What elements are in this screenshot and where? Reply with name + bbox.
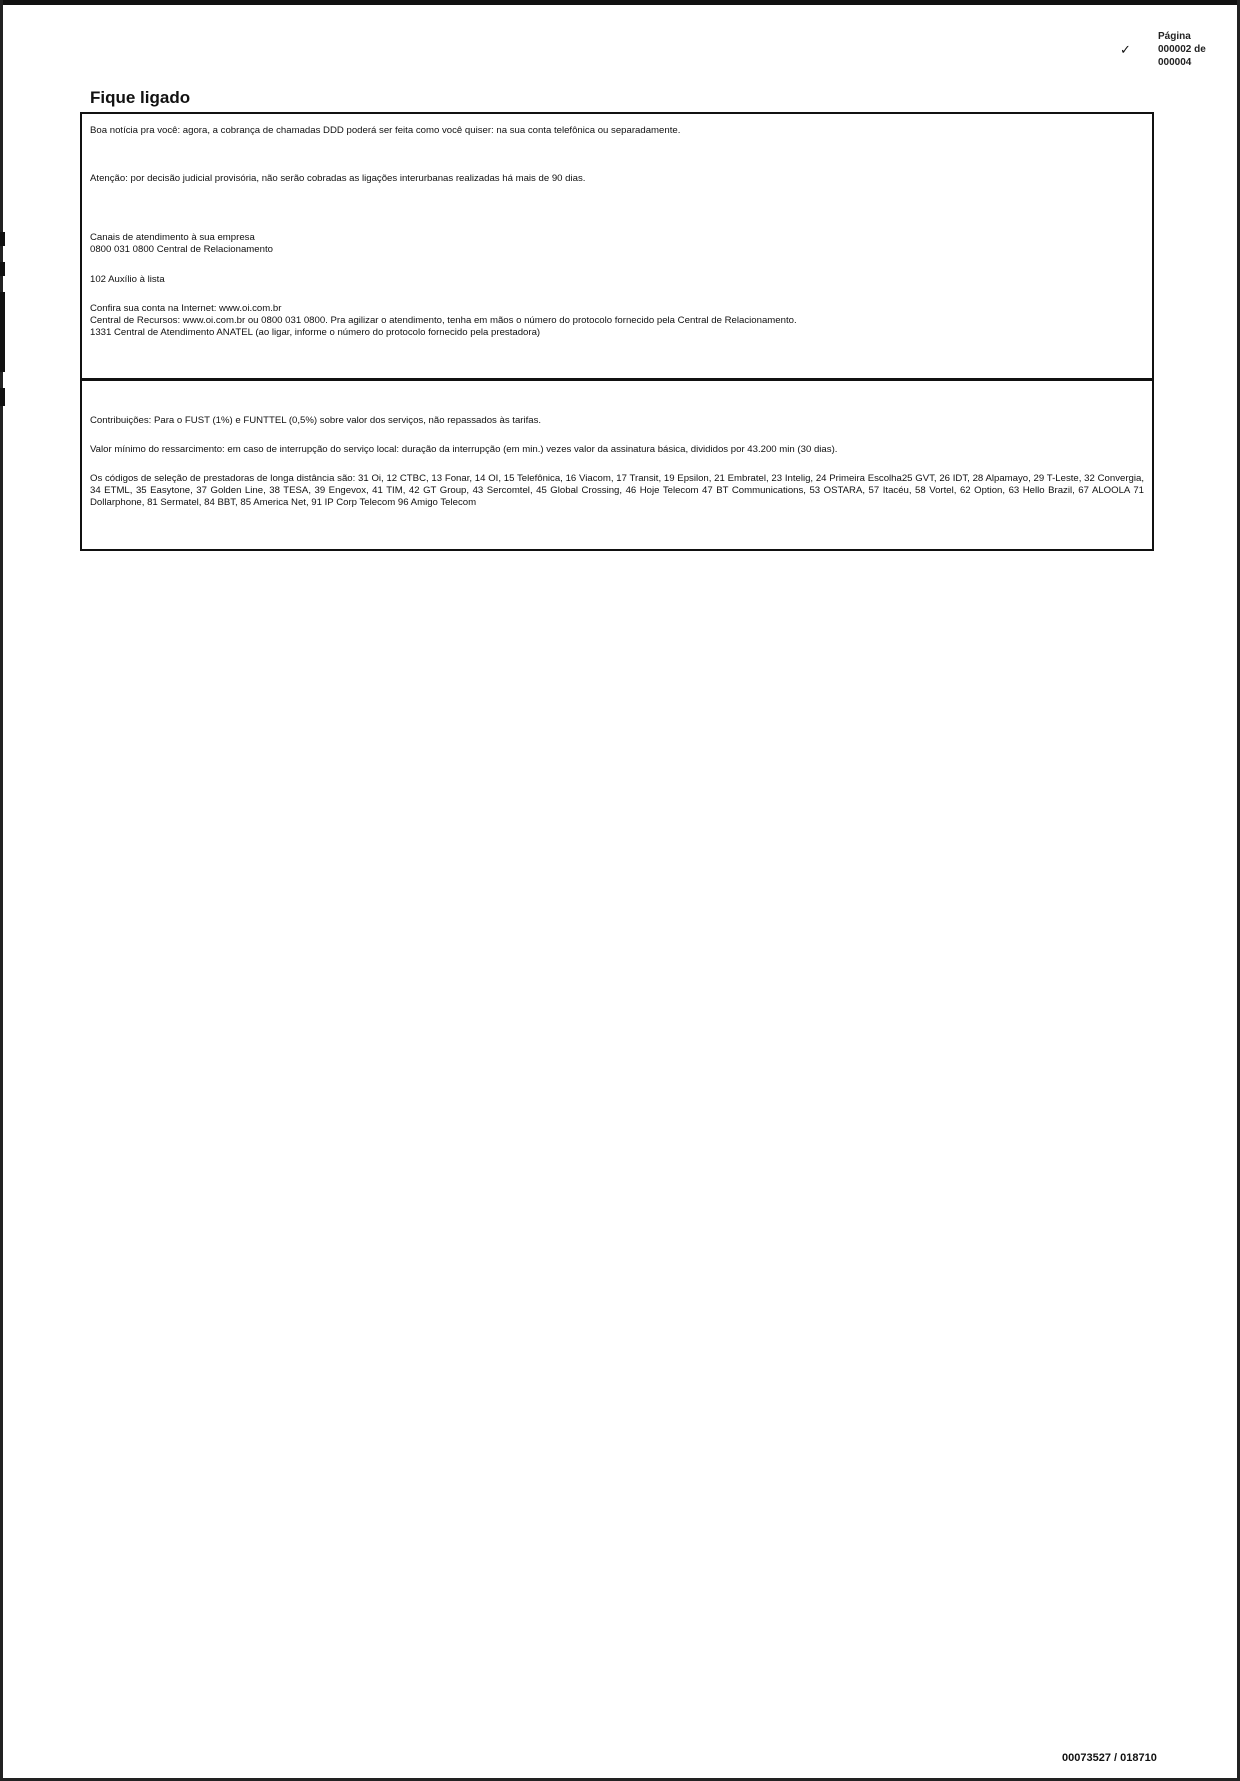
carrier-codes: Os códigos de seleção de prestadoras de longa distância são: 31 Oi, 12 CTBC, 13 Fonar, 14 OI, 15 Telefônica, 16 Viacom, 17 Transit, 19 Epsilon, 21 Embratel, 23 Intelig, 24 Primeira Escolha25 GVT, 26 IDT, 28 Alpamayo, 29 T-Leste, 32 Convergia, 34 ETML, 35 Easytone, 37 Golden Line, 38 TESA, 39 Engevox, 41 TIM, 42 GT Group, 43 Sercomtel, 45 Global Crossing, 46 Hoje Telecom 47 BT Communications, 53 OSTARA, 57 Itacéu, 58 Vortel, 62 Option, 63 Hello Brazil, 67 ALOOLA 71 Dollarphone, 81 Sermatel, 84 BBT, 85 America Net, 91 IP Corp Telecom 96 Amigo Telecom [90, 473, 1144, 508]
scan-mark [0, 262, 5, 276]
page-label: Página [1158, 31, 1191, 42]
scan-edge-top [0, 0, 1240, 5]
scan-mark [0, 292, 5, 372]
service-channels-heading: Canais de atendimento à sua empresa [90, 232, 255, 243]
central-recursos: Central de Recursos: www.oi.com.br ou 0800 031 0800. Pra agilizar o atendimento, tenha em mãos o número do protocolo fornecido pela Central de Relacionamento. [90, 315, 797, 326]
scan-mark [0, 232, 5, 246]
document-code: 00073527 / 018710 [1062, 1752, 1157, 1764]
anatel-contact: 1331 Central de Atendimento ANATEL (ao ligar, informe o número do protocolo fornecido pela prestadora) [90, 327, 541, 338]
page-of: de [1194, 44, 1206, 55]
page-number [1158, 30, 1206, 69]
auxilio-lista: 102 Auxílio à lista [90, 274, 165, 285]
contributions-note: Contribuições: Para o FUST (1%) e FUNTTEL (0,5%) sobre valor dos serviços, não repassados às tarifas. [90, 415, 542, 426]
notice-judicial-decision: Atenção: por decisão judicial provisória, não serão cobradas as ligações interurbanas realizadas há mais de 90 dias. [90, 173, 586, 184]
central-relacionamento-phone: 0800 031 0800 Central de Relacionamento [90, 244, 273, 255]
page-current: 000002 [1158, 44, 1192, 55]
check-mark-icon: ✓ [1120, 42, 1131, 57]
page-total: 000004 [1158, 57, 1192, 68]
internet-bill-link: Confira sua conta na Internet: www.oi.com.br [90, 303, 282, 314]
info-box-top [80, 112, 1154, 380]
page-current-row [1158, 43, 1206, 56]
reimbursement-note: Valor mínimo do ressarcimento: em caso de interrupção do serviço local: duração da interrupção (em min.) vezes valor da assinatura básica, divididos por 43.200 min (30 dias). [90, 444, 838, 455]
scan-mark [0, 388, 5, 406]
section-title: Fique ligado [90, 88, 191, 107]
info-box-bottom [80, 379, 1154, 551]
notice-ddd-billing: Boa notícia pra você: agora, a cobrança de chamadas DDD poderá ser feita como você quiser: na sua conta telefônica ou separadamente. [90, 125, 681, 136]
